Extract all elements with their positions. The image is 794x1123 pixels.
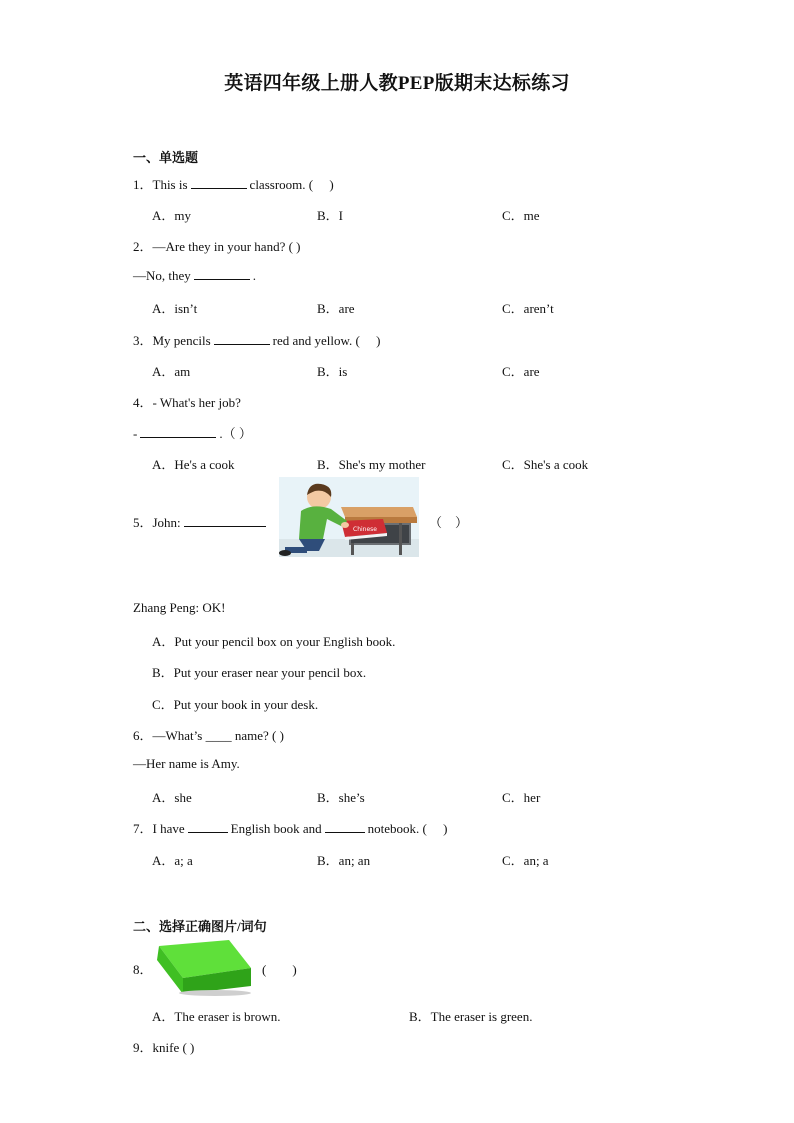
q5-answer-paren: （ ） <box>429 515 469 530</box>
q5-option-b[interactable]: B．Put your eraser near your pencil box. <box>152 665 367 680</box>
q1-stem-end: classroom. ( ) <box>249 177 334 192</box>
q4-line-2 <box>133 423 252 442</box>
q5-stem-start: 5．John: <box>133 515 181 530</box>
q8-answer-paren: ( ) <box>262 962 297 977</box>
q3-option-c[interactable]: C．are <box>502 364 540 379</box>
q2-blank[interactable] <box>194 267 250 280</box>
boy-putting-book-in-desk-illustration <box>279 477 419 557</box>
question-3 <box>133 330 380 349</box>
q3-blank[interactable] <box>214 332 270 345</box>
section-heading-choose-picture: 二、选择正确图片/词句 <box>133 919 267 934</box>
q6-option-c[interactable]: C．her <box>502 790 541 805</box>
q6-option-a[interactable]: A．she <box>152 790 192 805</box>
q4-option-c[interactable]: C．She's a cook <box>502 457 589 472</box>
q5-blank[interactable] <box>184 514 266 527</box>
q8-option-b[interactable]: B．The eraser is green. <box>409 1009 533 1024</box>
q7-option-a[interactable]: A．a; a <box>152 853 193 868</box>
q5-option-c[interactable]: C．Put your book in your desk. <box>152 697 319 712</box>
question-5 <box>133 512 269 531</box>
q2-line2-end: . <box>252 268 257 283</box>
q3-stem-end: red and yellow. ( ) <box>272 333 381 348</box>
q5-option-a[interactable]: A．Put your pencil box on your English book. <box>152 634 396 649</box>
q1-stem-start: 1．This is <box>133 177 188 192</box>
q7-blank-1[interactable] <box>188 820 228 833</box>
section-heading-single-choice: 一、单选题 <box>133 150 199 165</box>
q4-option-a[interactable]: A．He's a cook <box>152 457 235 472</box>
book-label: Chinese <box>353 526 377 533</box>
q4-line2-end: .（ ） <box>219 426 252 441</box>
question-1 <box>133 174 334 193</box>
page-title: 英语四年级上册人教PEP版期末达标练习 <box>224 73 570 94</box>
q1-option-a[interactable]: A．my <box>152 208 192 223</box>
q4-blank[interactable] <box>140 425 216 438</box>
q3-stem-start: 3．My pencils <box>133 333 211 348</box>
q2-option-a[interactable]: A．isn’t <box>152 301 198 316</box>
question-2: 2．—Are they in your hand? ( ) <box>133 239 301 254</box>
q7-blank-2[interactable] <box>325 820 365 833</box>
q1-option-b[interactable]: B．I <box>317 208 344 223</box>
q8-option-a[interactable]: A．The eraser is brown. <box>152 1009 281 1024</box>
q6-line-2: —Her name is Amy. <box>133 756 240 771</box>
q2-line-2 <box>133 267 256 284</box>
question-7 <box>133 818 447 837</box>
q2-option-c[interactable]: C．aren’t <box>502 301 554 316</box>
q2-line2-start: —No, they <box>133 268 191 283</box>
q6-option-b[interactable]: B．she’s <box>317 790 365 805</box>
q7-option-c[interactable]: C．an; a <box>502 853 549 868</box>
question-4: 4．- What's her job? <box>133 395 241 410</box>
green-eraser-image <box>155 938 255 996</box>
q7-stem-mid: English book and <box>230 821 322 836</box>
q7-option-b[interactable]: B．an; an <box>317 853 371 868</box>
q5-reply: Zhang Peng: OK! <box>133 600 226 615</box>
question-6: 6．—What’s ____ name? ( ) <box>133 728 284 743</box>
question-8: 8． <box>133 962 153 977</box>
q7-stem-end: notebook. ( ) <box>367 821 448 836</box>
q3-option-a[interactable]: A．am <box>152 364 191 379</box>
q1-option-c[interactable]: C．me <box>502 208 540 223</box>
question-9: 9．knife ( ) <box>133 1040 195 1055</box>
q1-blank[interactable] <box>191 176 247 189</box>
q7-stem-start: 7．I have <box>133 821 185 836</box>
q4-option-b[interactable]: B．She's my mother <box>317 457 426 472</box>
q2-option-b[interactable]: B．are <box>317 301 355 316</box>
q3-option-b[interactable]: B．is <box>317 364 348 379</box>
q4-line2-start: - <box>133 426 138 441</box>
